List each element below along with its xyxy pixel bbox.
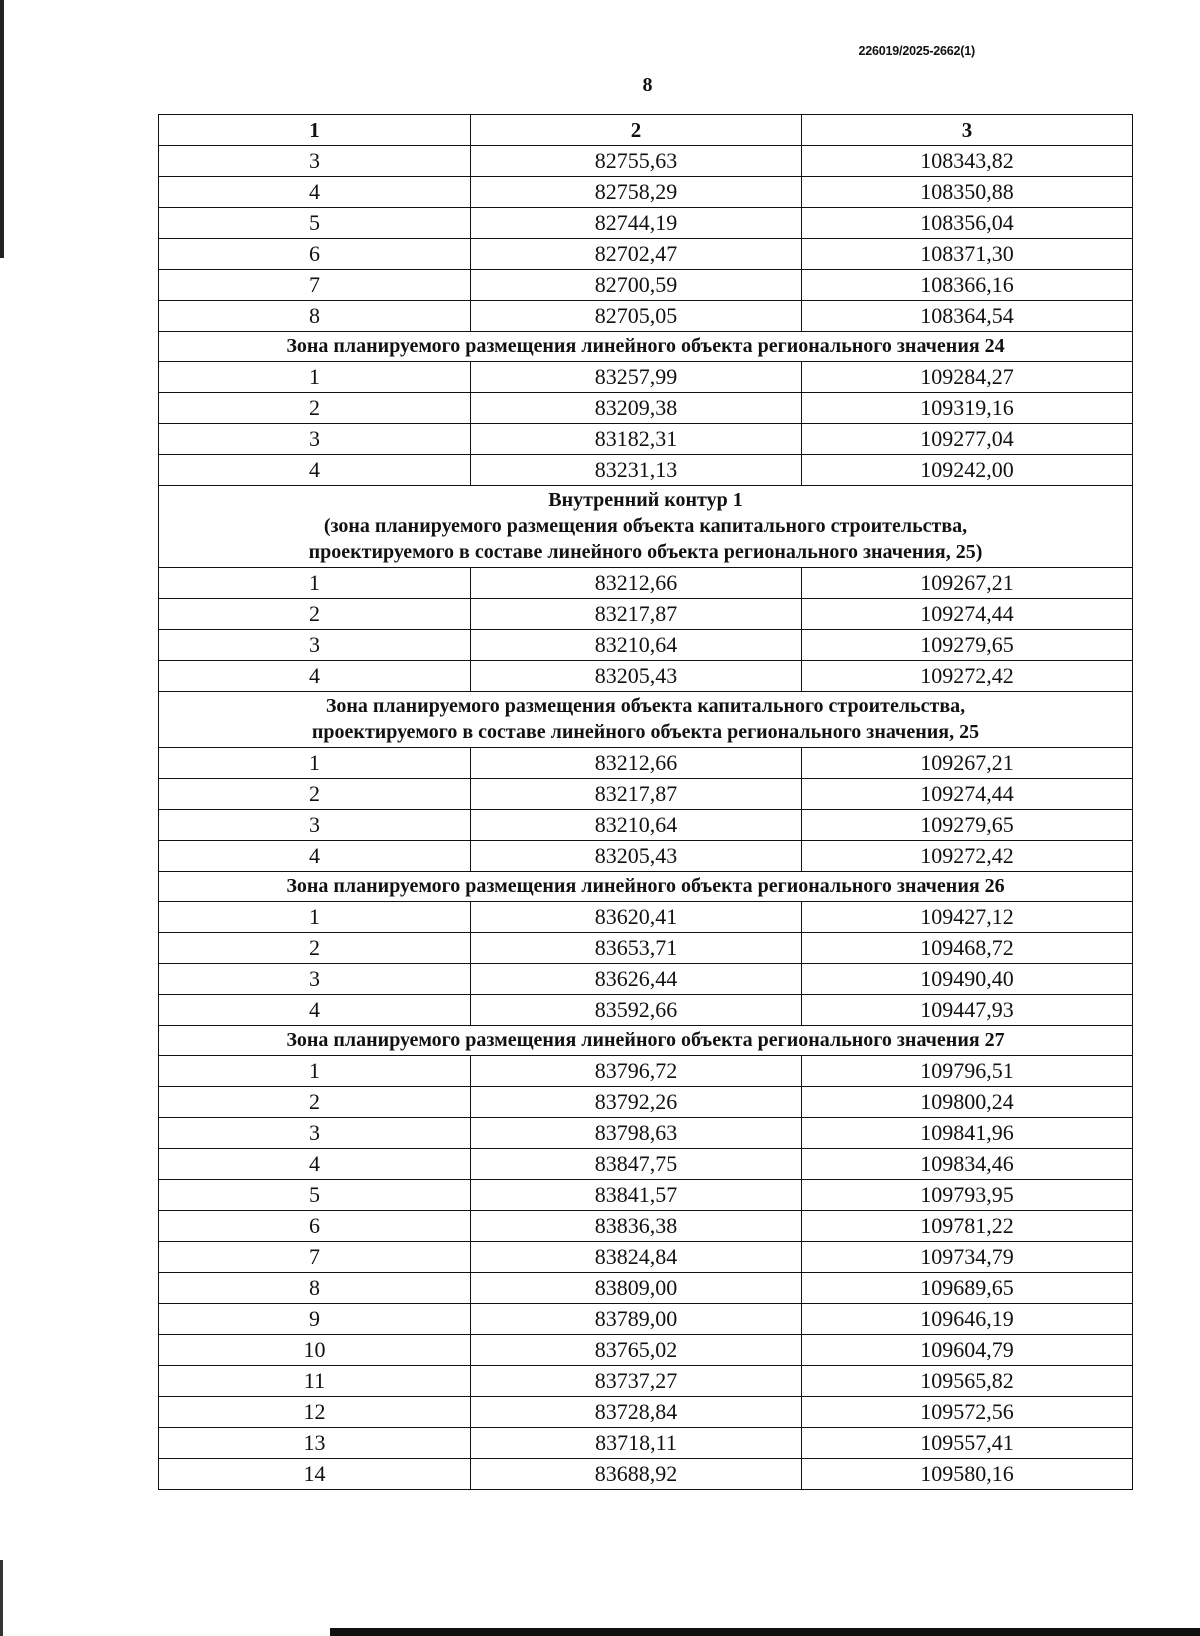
y-coordinate-cell: 109274,44: [802, 779, 1133, 810]
point-number-cell: 5: [159, 1180, 471, 1211]
x-coordinate-cell: 83718,11: [471, 1428, 802, 1459]
x-coordinate-cell: 82700,59: [471, 270, 802, 301]
point-number-cell: 11: [159, 1366, 471, 1397]
section-title: [159, 692, 1133, 748]
table-row: [159, 208, 1133, 239]
table-row: [159, 239, 1133, 270]
x-coordinate-cell: 83626,44: [471, 964, 802, 995]
x-coordinate-cell: 83217,87: [471, 779, 802, 810]
y-coordinate-cell: 109468,72: [802, 933, 1133, 964]
x-coordinate-cell: 83620,41: [471, 902, 802, 933]
table-row: [159, 661, 1133, 692]
x-coordinate-cell: 83789,00: [471, 1304, 802, 1335]
point-number-cell: 4: [159, 995, 471, 1026]
y-coordinate-cell: 109279,65: [802, 630, 1133, 661]
x-coordinate-cell: 83217,87: [471, 599, 802, 630]
point-number-cell: 3: [159, 810, 471, 841]
section-title-row: [159, 486, 1133, 568]
point-number-cell: 5: [159, 208, 471, 239]
scan-edge-artifact: [0, 0, 4, 258]
x-coordinate-cell: 83737,27: [471, 1366, 802, 1397]
section-title-line: (зона планируемого размещения объекта капитального строительства,: [323, 515, 968, 537]
table-row: [159, 1242, 1133, 1273]
section-title-row: [159, 692, 1133, 748]
scan-edge-artifact: [0, 1560, 3, 1636]
point-number-cell: 6: [159, 239, 471, 270]
table-row: [159, 995, 1133, 1026]
table-row: [159, 779, 1133, 810]
point-number-cell: 8: [159, 301, 471, 332]
table-row: [159, 748, 1133, 779]
y-coordinate-cell: 109800,24: [802, 1087, 1133, 1118]
section-title-row: [159, 1026, 1133, 1056]
table-row: [159, 177, 1133, 208]
point-number-cell: 3: [159, 630, 471, 661]
y-coordinate-cell: 109272,42: [802, 841, 1133, 872]
x-coordinate-cell: 83212,66: [471, 568, 802, 599]
point-number-cell: 4: [159, 841, 471, 872]
point-number-cell: 9: [159, 1304, 471, 1335]
y-coordinate-cell: 109572,56: [802, 1397, 1133, 1428]
y-coordinate-cell: 109267,21: [802, 568, 1133, 599]
section-title-line: проектируемого в составе линейного объекта регионального значения, 25: [311, 721, 980, 743]
section-title-line: Зона планируемого размещения линейного объекта регионального значения 27: [286, 1029, 1005, 1051]
y-coordinate-cell: 109272,42: [802, 661, 1133, 692]
section-title-row: [159, 332, 1133, 362]
table-row: [159, 393, 1133, 424]
x-coordinate-cell: 83728,84: [471, 1397, 802, 1428]
point-number-cell: 8: [159, 1273, 471, 1304]
point-number-cell: 13: [159, 1428, 471, 1459]
table-row: [159, 146, 1133, 177]
section-title-line: Внутренний контур 1: [548, 489, 743, 511]
section-title-row: [159, 872, 1133, 902]
column-header: 1: [159, 115, 471, 146]
point-number-cell: 14: [159, 1459, 471, 1490]
y-coordinate-cell: 108356,04: [802, 208, 1133, 239]
point-number-cell: 1: [159, 362, 471, 393]
table-row: [159, 1428, 1133, 1459]
table-row: [159, 902, 1133, 933]
y-coordinate-cell: 109781,22: [802, 1211, 1133, 1242]
x-coordinate-cell: 82755,63: [471, 146, 802, 177]
x-coordinate-cell: 83209,38: [471, 393, 802, 424]
y-coordinate-cell: 108366,16: [802, 270, 1133, 301]
table-row: [159, 630, 1133, 661]
table-row: [159, 1397, 1133, 1428]
table-row: [159, 301, 1133, 332]
column-header: 2: [471, 115, 802, 146]
point-number-cell: 4: [159, 1149, 471, 1180]
x-coordinate-cell: 83182,31: [471, 424, 802, 455]
x-coordinate-cell: 82744,19: [471, 208, 802, 239]
point-number-cell: 1: [159, 902, 471, 933]
x-coordinate-cell: 83847,75: [471, 1149, 802, 1180]
point-number-cell: 2: [159, 599, 471, 630]
table-row: [159, 1273, 1133, 1304]
y-coordinate-cell: 109734,79: [802, 1242, 1133, 1273]
y-coordinate-cell: 108343,82: [802, 146, 1133, 177]
page-number: 8: [642, 74, 653, 96]
table-row: [159, 568, 1133, 599]
y-coordinate-cell: 108371,30: [802, 239, 1133, 270]
point-number-cell: 4: [159, 661, 471, 692]
x-coordinate-cell: 82758,29: [471, 177, 802, 208]
table-row: [159, 599, 1133, 630]
table-row: [159, 810, 1133, 841]
table-row: [159, 1180, 1133, 1211]
y-coordinate-cell: 109274,44: [802, 599, 1133, 630]
x-coordinate-cell: 83231,13: [471, 455, 802, 486]
y-coordinate-cell: 109242,00: [802, 455, 1133, 486]
x-coordinate-cell: 83824,84: [471, 1242, 802, 1273]
x-coordinate-cell: 83205,43: [471, 841, 802, 872]
x-coordinate-cell: 83836,38: [471, 1211, 802, 1242]
y-coordinate-cell: 109279,65: [802, 810, 1133, 841]
table-row: [159, 933, 1133, 964]
table-row: [159, 270, 1133, 301]
section-title-line: Зона планируемого размещения линейного объекта регионального значения 26: [286, 875, 1005, 897]
point-number-cell: 12: [159, 1397, 471, 1428]
table-row: [159, 964, 1133, 995]
x-coordinate-cell: 83212,66: [471, 748, 802, 779]
y-coordinate-cell: 109267,21: [802, 748, 1133, 779]
point-number-cell: 7: [159, 1242, 471, 1273]
table-row: [159, 1335, 1133, 1366]
table-row: [159, 362, 1133, 393]
table-row: [159, 424, 1133, 455]
x-coordinate-cell: 83792,26: [471, 1087, 802, 1118]
point-number-cell: 3: [159, 146, 471, 177]
y-coordinate-cell: 109319,16: [802, 393, 1133, 424]
table-row: [159, 1211, 1133, 1242]
table-row: [159, 841, 1133, 872]
y-coordinate-cell: 109490,40: [802, 964, 1133, 995]
x-coordinate-cell: 83653,71: [471, 933, 802, 964]
point-number-cell: 4: [159, 455, 471, 486]
y-coordinate-cell: 109557,41: [802, 1428, 1133, 1459]
table-header-row: [159, 115, 1133, 146]
document-reference: 226019/2025-2662(1): [858, 44, 975, 58]
point-number-cell: 2: [159, 393, 471, 424]
point-number-cell: 2: [159, 933, 471, 964]
table-row: [159, 1459, 1133, 1490]
section-title: [159, 872, 1133, 902]
point-number-cell: 2: [159, 1087, 471, 1118]
x-coordinate-cell: 83210,64: [471, 630, 802, 661]
y-coordinate-cell: 109565,82: [802, 1366, 1133, 1397]
section-title-line: Зона планируемого размещения объекта капитального строительства,: [325, 695, 966, 717]
y-coordinate-cell: 109689,65: [802, 1273, 1133, 1304]
point-number-cell: 6: [159, 1211, 471, 1242]
point-number-cell: 7: [159, 270, 471, 301]
y-coordinate-cell: 109580,16: [802, 1459, 1133, 1490]
section-title: [159, 1026, 1133, 1056]
coordinates-table: [158, 114, 1133, 1490]
table-row: [159, 455, 1133, 486]
point-number-cell: 1: [159, 1056, 471, 1087]
point-number-cell: 10: [159, 1335, 471, 1366]
x-coordinate-cell: 83809,00: [471, 1273, 802, 1304]
column-header: 3: [802, 115, 1133, 146]
point-number-cell: 1: [159, 568, 471, 599]
point-number-cell: 3: [159, 424, 471, 455]
section-title-line: проектируемого в составе линейного объекта регионального значения, 25): [308, 541, 983, 563]
x-coordinate-cell: 83841,57: [471, 1180, 802, 1211]
section-title: [159, 486, 1133, 568]
table-row: [159, 1118, 1133, 1149]
x-coordinate-cell: 83798,63: [471, 1118, 802, 1149]
section-title: [159, 332, 1133, 362]
x-coordinate-cell: 82702,47: [471, 239, 802, 270]
point-number-cell: 2: [159, 779, 471, 810]
y-coordinate-cell: 109834,46: [802, 1149, 1133, 1180]
coordinates-table-body: [159, 115, 1133, 1490]
table-row: [159, 1056, 1133, 1087]
x-coordinate-cell: 83257,99: [471, 362, 802, 393]
y-coordinate-cell: 109796,51: [802, 1056, 1133, 1087]
section-title-line: Зона планируемого размещения линейного объекта регионального значения 24: [286, 335, 1005, 357]
x-coordinate-cell: 83765,02: [471, 1335, 802, 1366]
x-coordinate-cell: 83688,92: [471, 1459, 802, 1490]
y-coordinate-cell: 109604,79: [802, 1335, 1133, 1366]
x-coordinate-cell: 83592,66: [471, 995, 802, 1026]
point-number-cell: 1: [159, 748, 471, 779]
x-coordinate-cell: 83796,72: [471, 1056, 802, 1087]
x-coordinate-cell: 83210,64: [471, 810, 802, 841]
table-row: [159, 1149, 1133, 1180]
y-coordinate-cell: 109447,93: [802, 995, 1133, 1026]
scan-edge-artifact: [330, 1628, 1200, 1636]
y-coordinate-cell: 108350,88: [802, 177, 1133, 208]
y-coordinate-cell: 109793,95: [802, 1180, 1133, 1211]
point-number-cell: 3: [159, 964, 471, 995]
table-row: [159, 1366, 1133, 1397]
y-coordinate-cell: 109277,04: [802, 424, 1133, 455]
point-number-cell: 4: [159, 177, 471, 208]
y-coordinate-cell: 108364,54: [802, 301, 1133, 332]
x-coordinate-cell: 82705,05: [471, 301, 802, 332]
table-row: [159, 1304, 1133, 1335]
y-coordinate-cell: 109841,96: [802, 1118, 1133, 1149]
y-coordinate-cell: 109427,12: [802, 902, 1133, 933]
y-coordinate-cell: 109646,19: [802, 1304, 1133, 1335]
x-coordinate-cell: 83205,43: [471, 661, 802, 692]
y-coordinate-cell: 109284,27: [802, 362, 1133, 393]
table-row: [159, 1087, 1133, 1118]
point-number-cell: 3: [159, 1118, 471, 1149]
